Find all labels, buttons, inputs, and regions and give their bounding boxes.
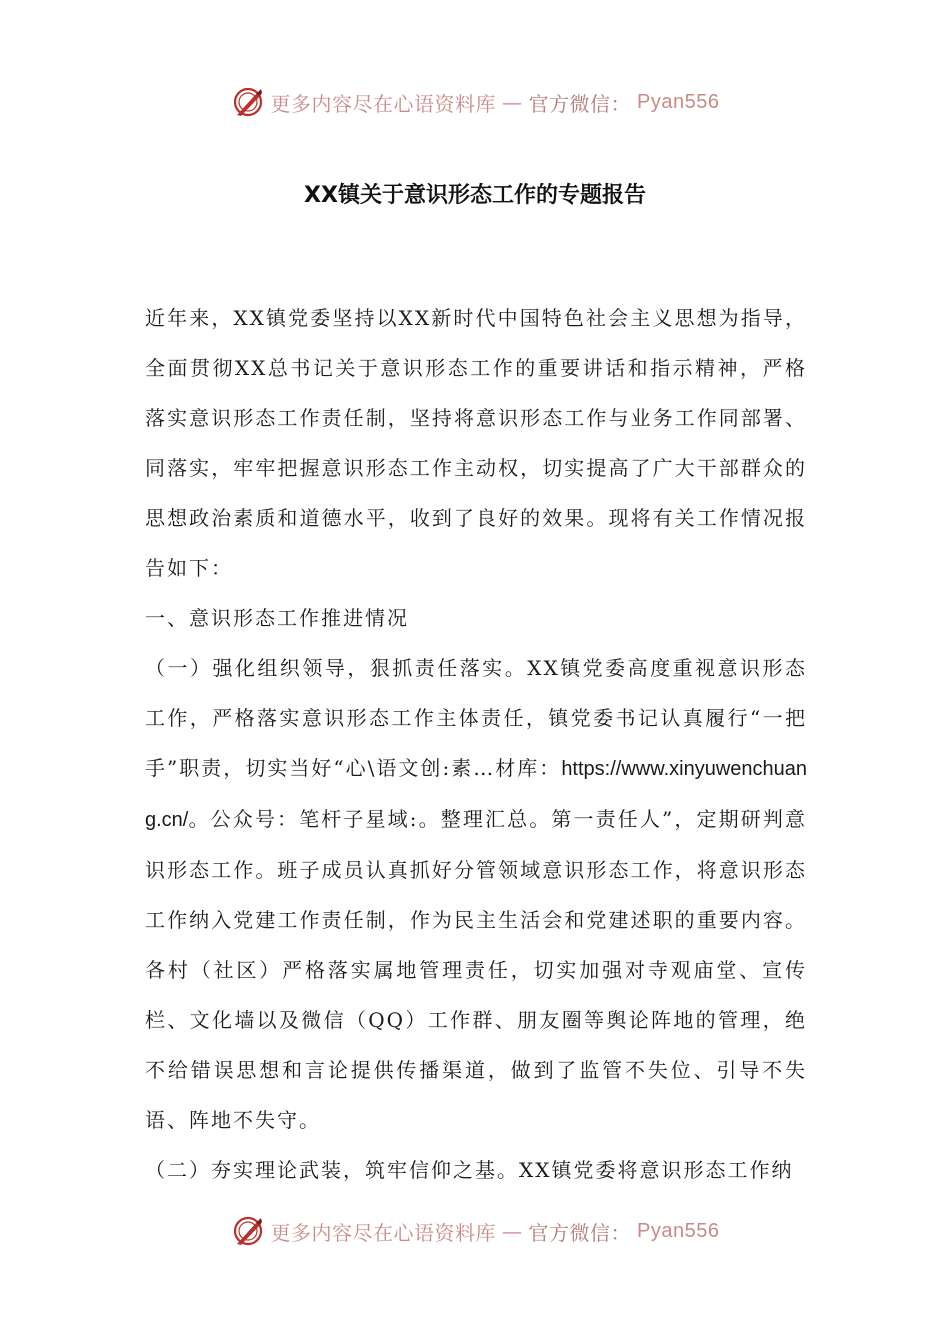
banner-site-text: 更多内容尽在心语资料库 bbox=[270, 91, 497, 116]
banner-separator: — bbox=[502, 1219, 523, 1243]
banner-wechat-id: Pyan556 bbox=[637, 90, 720, 113]
section-heading: 一、意识形态工作推进情况 bbox=[145, 606, 409, 630]
intro-paragraph: 近年来，XX镇党委坚持以XX新时代中国特色社会主义思想为指导，全面贯彻XX总书记关于意识形态工作的重要讲话和指示精神，严格落实意识形态工作责任制，坚持将意识形态工作与业务工作同部署、同落实，牢牢把握意识形态工作主动权，切实提高了广大干部群众的思想政治素质和道德水平，收到了良好的效果。现将有关工作情况报告如下： bbox=[145, 306, 807, 580]
document-body bbox=[145, 293, 807, 1195]
banner-site-text: 更多内容尽在心语资料库 bbox=[270, 1220, 497, 1245]
document-title: XX镇关于意识形态工作的专题报告 bbox=[304, 183, 646, 208]
pen-logo-icon bbox=[231, 1214, 265, 1248]
banner-separator: — bbox=[502, 90, 523, 114]
header-banner bbox=[0, 82, 950, 122]
paragraph-1 bbox=[145, 643, 807, 1145]
banner-wechat-label: 官方微信： bbox=[528, 1220, 632, 1245]
footer-banner bbox=[0, 1211, 950, 1251]
paragraph-2: （二）夯实理论武装，筑牢信仰之基。XX镇党委将意识形态工作纳 bbox=[145, 1158, 794, 1182]
banner-wechat-id: Pyan556 bbox=[637, 1219, 720, 1242]
pen-logo-icon bbox=[231, 85, 265, 119]
website-link[interactable]: https://www.xinyuwenchuang.cn/ bbox=[145, 758, 807, 831]
paragraph-1-text-b: 。公众号：笔杆子星域:。整理汇总。第一责任人”，定期研判意识形态工作。班子成员认真抓好分管领域意识形态工作，将意识形态工作纳入党建工作责任制，作为民主生活会和党建述职的重要内容。各村（社区）严格落实属地管理责任，切实加强对寺观庙堂、宣传栏、文化墙以及微信（QQ）工作群、朋友圈等舆论阵地的管理，绝不给错误思想和言论提供传播渠道，做到了监管不失位、引导不失语、阵地不失守。 bbox=[145, 807, 807, 1132]
banner-wechat-label: 官方微信： bbox=[528, 91, 632, 116]
paragraph-1-text-a: （一）强化组织领导，狠抓责任落实。XX镇党委高度重视意识形态工作，严格落实意识形态工作主体责任，镇党委书记认真履行“一把手”职责，切实当好“心\语文创:素…材库： bbox=[145, 656, 807, 780]
